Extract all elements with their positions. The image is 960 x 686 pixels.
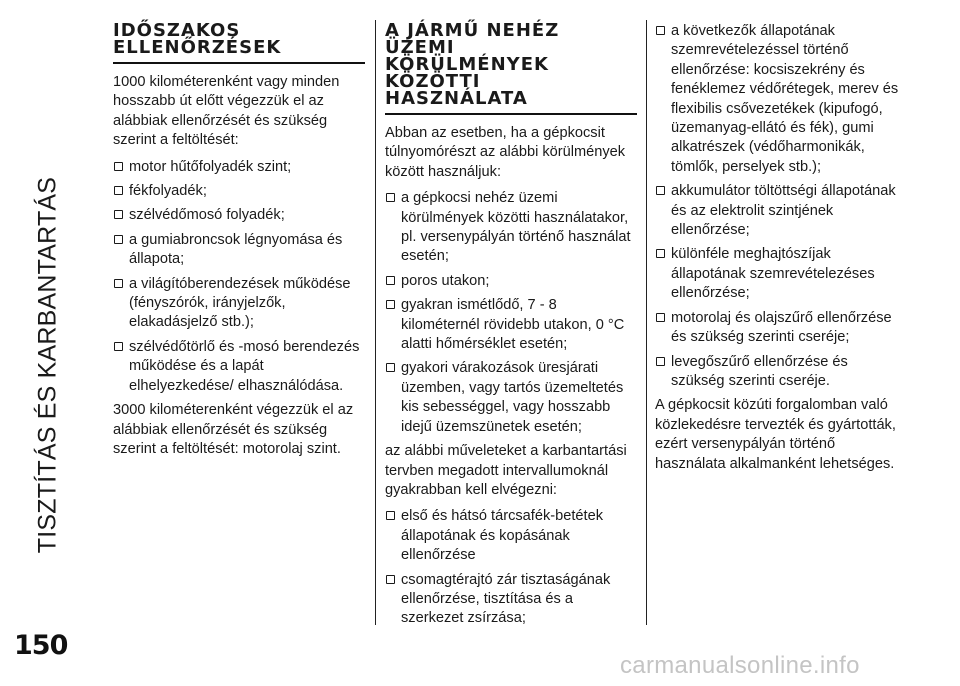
heading-severe-conditions: A JÁRMŰ NEHÉZ ÜZEMI KÖRÜLMÉNYEK KÖZÖTTI HASZNÁLATA bbox=[385, 20, 560, 109]
list-item: különféle meghajtószíjak állapotának szemrevételezéses ellenőrzése; bbox=[655, 245, 905, 303]
list-item: motor hűtőfolyadék szint; bbox=[113, 158, 365, 177]
page-number: 150 bbox=[14, 630, 68, 661]
column-divider-2 bbox=[646, 20, 647, 625]
checklist-2 bbox=[385, 507, 637, 628]
paragraph-intro: Abban az esetben, ha a gépkocsit túlnyomórészt az alábbi körülmények között használjuk: bbox=[385, 125, 626, 180]
list-item: motorolaj és olajszűrő ellenőrzése és szükség szerinti cseréje; bbox=[655, 309, 905, 348]
list-item: a gépkocsi nehéz üzemi körülmények közötti használatakor, pl. versenypályán történő használat esetén; bbox=[385, 189, 637, 267]
list-item: a gumiabroncsok légnyomása és állapota; bbox=[113, 231, 365, 270]
checklist bbox=[385, 189, 637, 437]
list-item: fékfolyadék; bbox=[113, 182, 365, 201]
list-item: gyakori várakozások üresjárati üzemben, vagy tartós üzemeltetés kis sebességgel, vagy hosszabb idejű üzemszünetek esetén; bbox=[385, 359, 637, 437]
paragraph-outro: A gépkocsit közúti forgalomban való közlekedésre tervezték és gyártották, ezért versenypályán történő használata alkalmanként lehetséges. bbox=[655, 397, 896, 472]
list-item: akkumulátor töltöttségi állapotának és az elektrolit szintjének ellenőrzése; bbox=[655, 182, 905, 240]
checklist bbox=[113, 158, 365, 396]
section-side-title: TISZTÍTÁS ÉS KARBANTARTÁS bbox=[33, 176, 62, 554]
list-item: szélvédőtörlő és -mosó berendezés működése és a lapát elhelyezkedése/ elhasználódása. bbox=[113, 338, 365, 396]
paragraph-outro: 3000 kilométerenként végezzük el az alábbiak ellenőrzését és szükség szerint a feltöltését: motorolaj szint. bbox=[113, 402, 354, 457]
list-item: első és hátsó tárcsafék-betétek állapotának és kopásának ellenőrzése bbox=[385, 507, 637, 565]
watermark: carmanualsonline.info bbox=[620, 652, 860, 679]
list-item: levegőszűrő ellenőrzése és szükség szerinti cseréje. bbox=[655, 353, 905, 392]
list-item: szélvédőmosó folyadék; bbox=[113, 206, 365, 225]
column-1 bbox=[113, 22, 365, 466]
column-2 bbox=[385, 22, 637, 634]
heading-periodic-checks: IDŐSZAKOS ELLENŐRZÉSEK bbox=[113, 20, 282, 58]
list-item: a következők állapotának szemrevételezéssel történő ellenőrzése: kocsiszekrény és fenéklemez védőrétegek, merev és flexibilis csővezetékek (kipufogó, üzemanyag-ellátó és fék), gumi alkatrészek (védőharmonikák, tömlők, perselyek stb.); bbox=[655, 22, 905, 177]
column-divider-1 bbox=[375, 20, 376, 625]
list-item: gyakran ismétlődő, 7 - 8 kilométernél rövidebb utakon, 0 °C alatti hőmérséklet esetén; bbox=[385, 296, 637, 354]
paragraph-intro: 1000 kilométerenként vagy minden hosszabb út előtt végezzük el az alábbiak ellenőrzését és szükség szerint a feltöltését: bbox=[113, 74, 340, 149]
list-item: csomagtérajtó zár tisztaságának ellenőrzése, tisztítása és a szerkezet zsírzása; bbox=[385, 571, 637, 629]
column-3 bbox=[655, 22, 905, 481]
paragraph-middle: az alábbi műveleteket a karbantartási tervben megadott intervallumoknál gyakrabban kell elvégezni: bbox=[385, 443, 627, 498]
heading-underline bbox=[113, 62, 365, 64]
list-item: poros utakon; bbox=[385, 272, 637, 291]
heading-underline bbox=[385, 113, 637, 115]
list-item: a világítóberendezések működése (fényszórók, irányjelzők, elakadásjelző stb.); bbox=[113, 275, 365, 333]
checklist bbox=[655, 22, 905, 391]
